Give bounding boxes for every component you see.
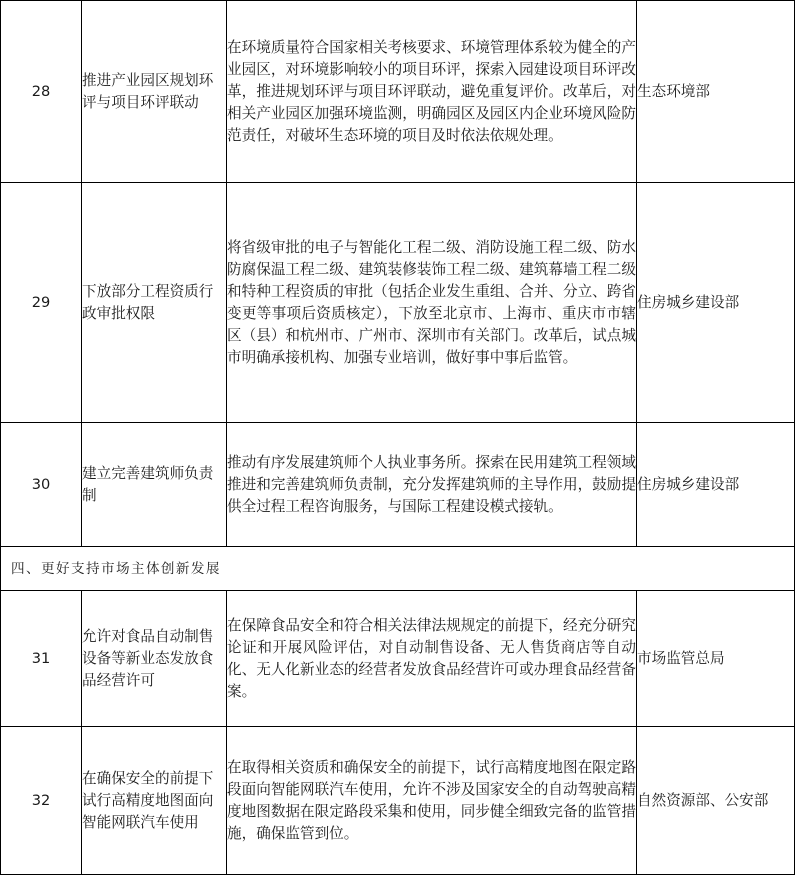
table-row xyxy=(1,423,795,547)
item-description: 将省级审批的电子与智能化工程二级、消防设施工程二级、防水防腐保温工程二级、建筑装修装饰工程二级、建筑幕墙工程二级和特种工程资质的审批（包括企业发生重组、合并、分立、跨省变更等事项后资质核定），下放至北京市、上海市、重庆市市辖区（县）和杭州市、广州市、深圳市有关部门。改革后，试点城市明确承接机构、加强专业培训，做好事中事后监管。 xyxy=(227,183,637,423)
item-title: 在确保安全的前提下试行高精度地图面向智能网联汽车使用 xyxy=(82,727,227,875)
item-number: 32 xyxy=(1,727,82,875)
item-description: 在环境质量符合国家相关考核要求、环境管理体系较为健全的产业园区，对环境影响较小的项目环评，探索入园建设项目环评改革，推进规划环评与项目环评联动，避免重复评价。改革后，对相关产业园区加强环境监测，明确园区及园区内企业环境风险防范责任，对破坏生态环境的项目及时依法依规处理。 xyxy=(227,1,637,183)
item-number: 31 xyxy=(1,591,82,727)
responsible-department: 住房城乡建设部 xyxy=(637,423,795,547)
responsible-department: 住房城乡建设部 xyxy=(637,183,795,423)
item-description: 在保障食品安全和符合相关法律法规规定的前提下，经充分研究论证和开展风险评估，对自动制售设备、无人售货商店等自动化、无人化新业态的经营者发放食品经营许可或办理食品经营备案。 xyxy=(227,591,637,727)
table-row xyxy=(1,727,795,875)
item-number: 30 xyxy=(1,423,82,547)
item-title: 建立完善建筑师负责制 xyxy=(82,423,227,547)
section-header-row xyxy=(1,547,795,591)
item-description: 推动有序发展建筑师个人执业事务所。探索在民用建筑工程领域推进和完善建筑师负责制，充分发挥建筑师的主导作用，鼓励提供全过程工程咨询服务，与国际工程建设模式接轨。 xyxy=(227,423,637,547)
table-row xyxy=(1,591,795,727)
item-title: 允许对食品自动制售设备等新业态发放食品经营许可 xyxy=(82,591,227,727)
responsible-department: 生态环境部 xyxy=(637,1,795,183)
item-number: 28 xyxy=(1,1,82,183)
section-title: 四、更好支持市场主体创新发展 xyxy=(1,547,795,591)
item-description: 在取得相关资质和确保安全的前提下，试行高精度地图在限定路段面向智能网联汽车使用，允许不涉及国家安全的自动驾驶高精度地图数据在限定路段采集和使用，同步健全细致完备的监管措施，确保监管到位。 xyxy=(227,727,637,875)
item-title: 下放部分工程资质行政审批权限 xyxy=(82,183,227,423)
responsible-department: 市场监管总局 xyxy=(637,591,795,727)
table-row xyxy=(1,183,795,423)
responsible-department: 自然资源部、公安部 xyxy=(637,727,795,875)
item-number: 29 xyxy=(1,183,82,423)
table-row xyxy=(1,1,795,183)
item-title: 推进产业园区规划环评与项目环评联动 xyxy=(82,1,227,183)
